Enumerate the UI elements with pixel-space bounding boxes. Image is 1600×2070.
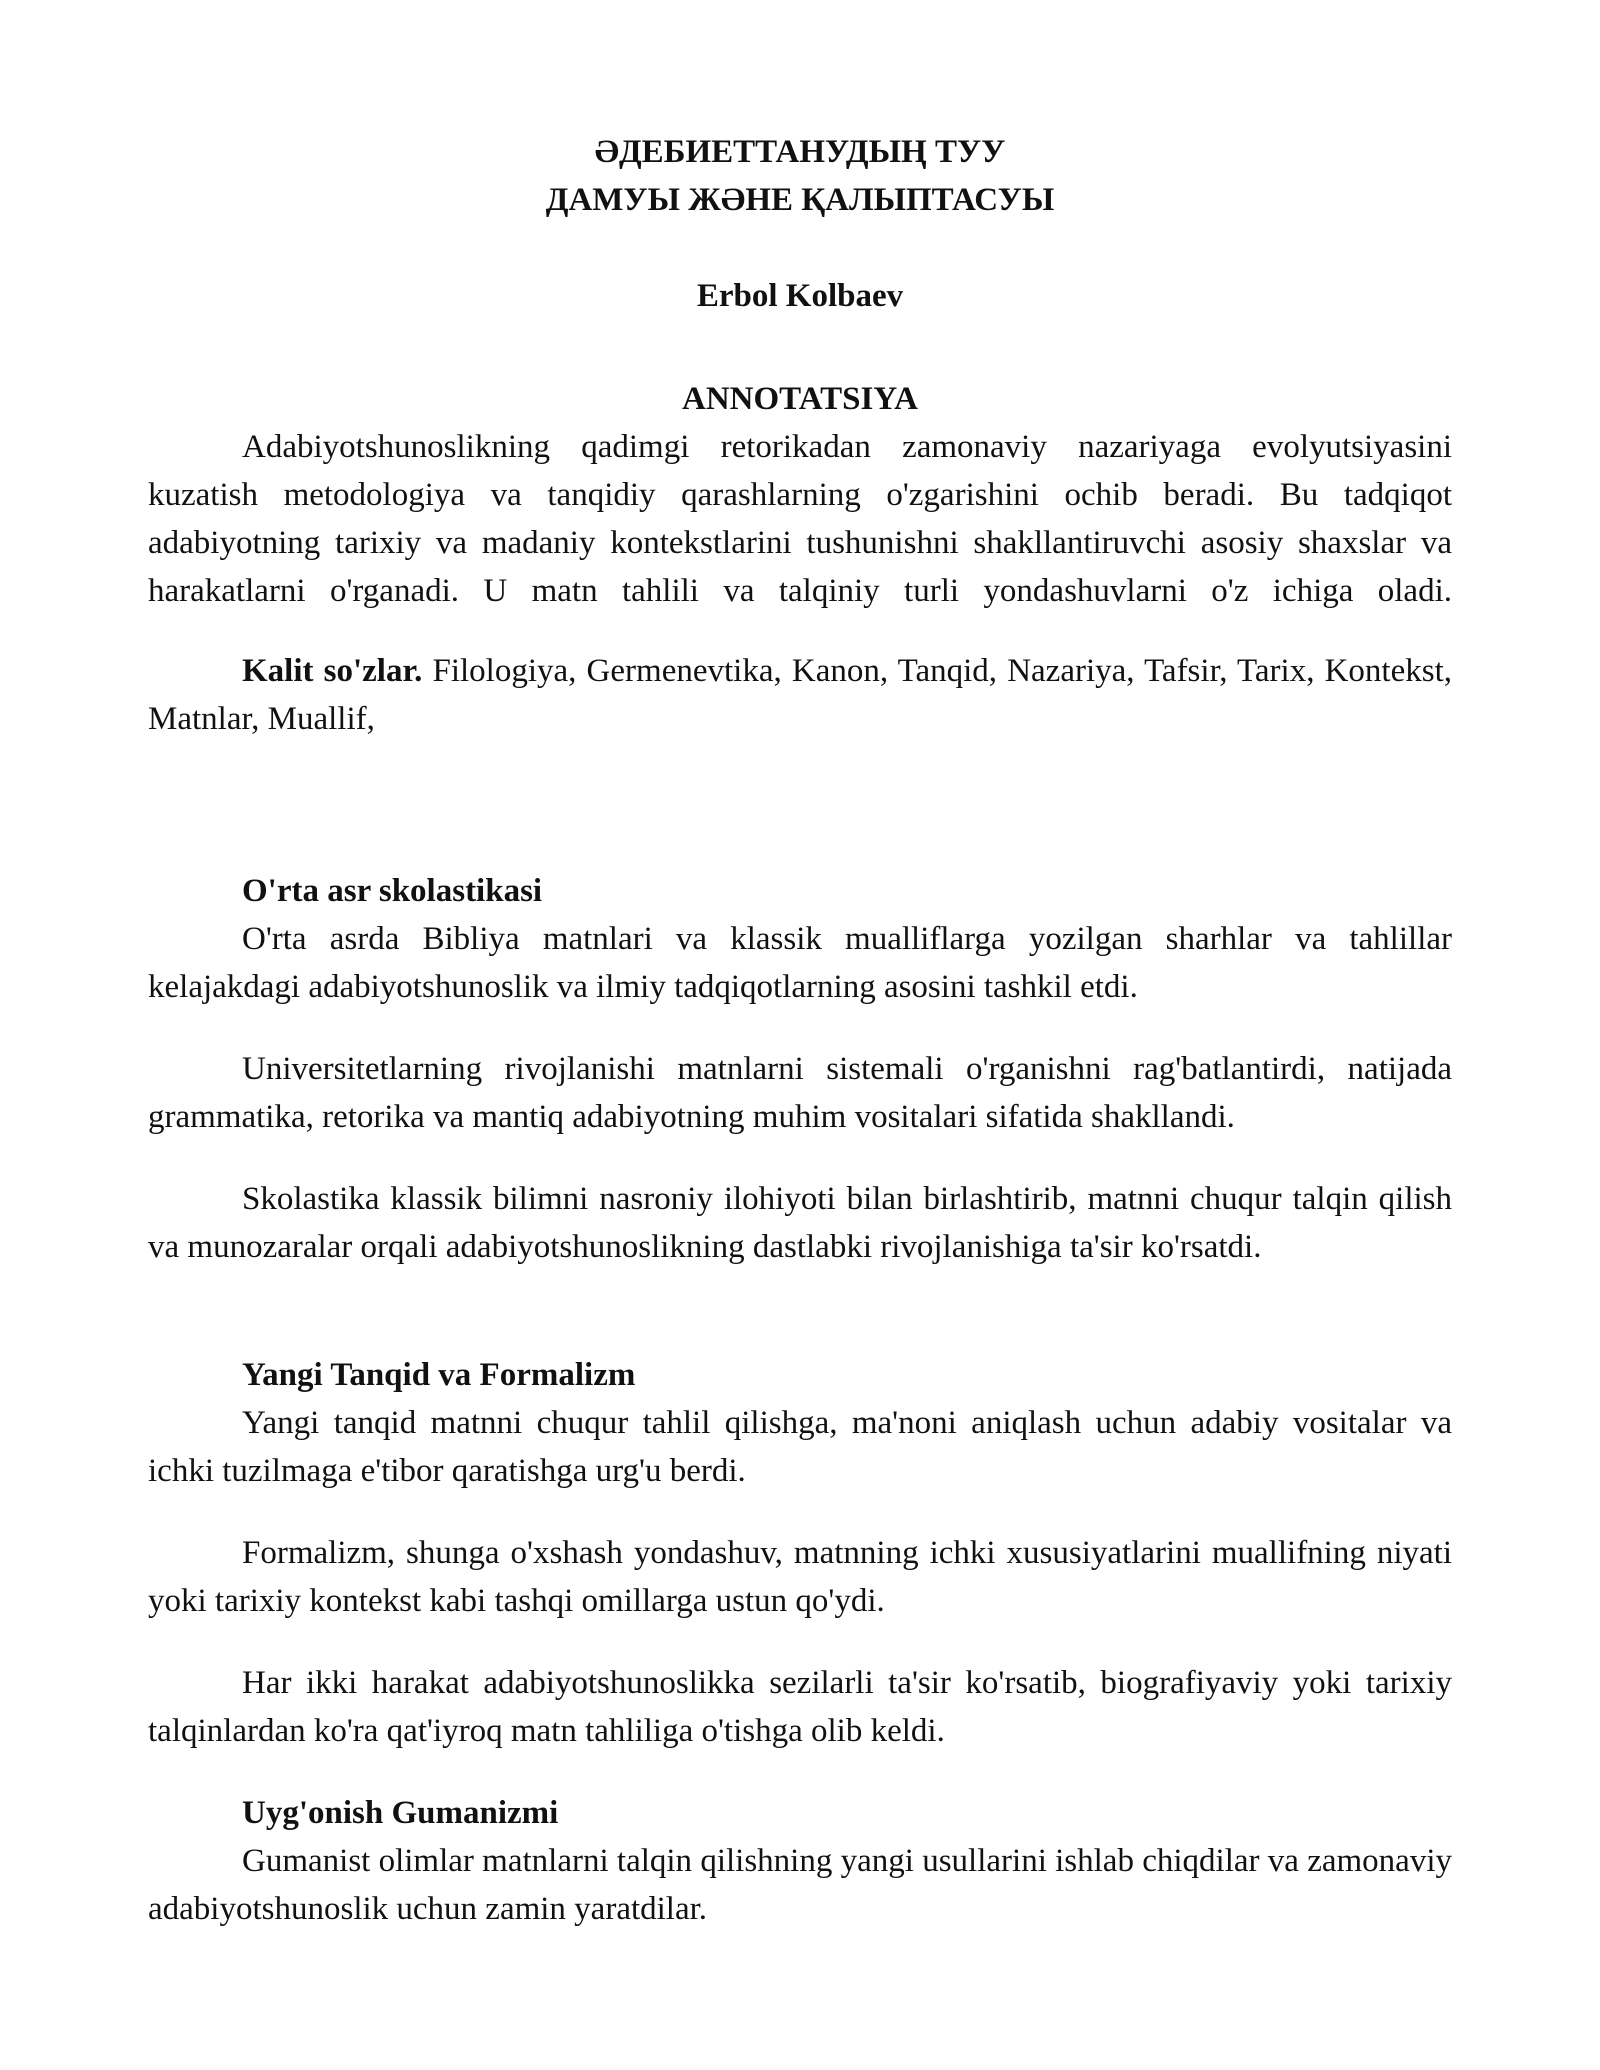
keywords-paragraph bbox=[148, 647, 1452, 743]
section-paragraph: Gumanist olimlar matnlarni talqin qilishning yangi usullarini ishlab chiqdilar va zamonaviy adabiyotshunoslik uchun zamin yaratdilar. bbox=[148, 1843, 1452, 1927]
section-paragraph: Yangi tanqid matnni chuqur tahlil qilishga, ma'noni aniqlash uchun adabiy vositalar va ichki tuzilmaga e'tibor qaratishga urg'u berdi. bbox=[148, 1405, 1452, 1489]
section-heading-new-criticism: Yangi Tanqid va Formalizm bbox=[242, 1357, 636, 1393]
section-paragraph: Universitetlarning rivojlanishi matnlarni sistemali o'rganishni rag'batlantirdi, natijada grammatika, retorika va mantiq adabiyotning muhim vositalari sifatida shakllandi. bbox=[148, 1051, 1452, 1135]
section-paragraph: O'rta asrda Bibliya matnlari va klassik mualliflarga yozilgan sharhlar va tahlillar kelajakdagi adabiyotshunoslik va ilmiy tadqiqotlarning asosini tashkil etdi. bbox=[148, 921, 1452, 1005]
keywords-label: Kalit so'zlar. bbox=[242, 653, 423, 689]
keywords-list: Filologiya, Germenevtika, Kanon, Tanqid, Nazariya, Tafsir, Tarix, Kontekst, Matnlar, Muallif, bbox=[148, 653, 1452, 737]
document-title bbox=[148, 128, 1452, 224]
section-heading-renaissance-humanism: Uyg'onish Gumanizmi bbox=[242, 1795, 559, 1831]
section-paragraph: Har ikki harakat adabiyotshunoslikka sezilarli ta'sir ko'rsatib, biografiyaviy yoki tarixiy talqinlardan ko'ra qat'iyroq matn tahliliga o'tishga olib keldi. bbox=[148, 1665, 1452, 1749]
document-page bbox=[148, 128, 1452, 1933]
author-name: Erbol Kolbaev bbox=[696, 278, 904, 314]
annotation-text: Adabiyotshunoslikning qadimgi retorikadan zamonaviy nazariyaga evolyutsiyasini kuzatish metodologiya va tanqidiy qarashlarning o'zgarishini ochib beradi. Bu tadqiqot adabiyotning tarixiy va madaniy kontekstlarini tushunishni shakllantiruvchi asosiy shaxslar va harakatlarni o'rganadi. U matn tahlili va talqiniy turli yondashuvlarni o'z ichiga oladi. bbox=[148, 429, 1452, 609]
title-line-1: ӘДЕБИЕТТАНУДЫҢ ТУУ bbox=[594, 134, 1006, 170]
annotation-heading: ANNOTATSIYA bbox=[682, 381, 918, 417]
section-paragraph: Skolastika klassik bilimni nasroniy ilohiyoti bilan birlashtirib, matnni chuqur talqin qilish va munozaralar orqali adabiyotshunoslikning dastlabki rivojlanishiga ta'sir ko'rsatdi. bbox=[148, 1181, 1452, 1265]
section-paragraph: Formalizm, shunga o'xshash yondashuv, matnning ichki xususiyatlarini muallifning niyati yoki tarixiy kontekst kabi tashqi omillarga ustun qo'ydi. bbox=[148, 1535, 1452, 1619]
title-line-2: ДАМУЫ ЖӘНЕ ҚАЛЫПТАСУЫ bbox=[545, 182, 1055, 218]
section-heading-scholasticism: O'rta asr skolastikasi bbox=[242, 873, 543, 909]
